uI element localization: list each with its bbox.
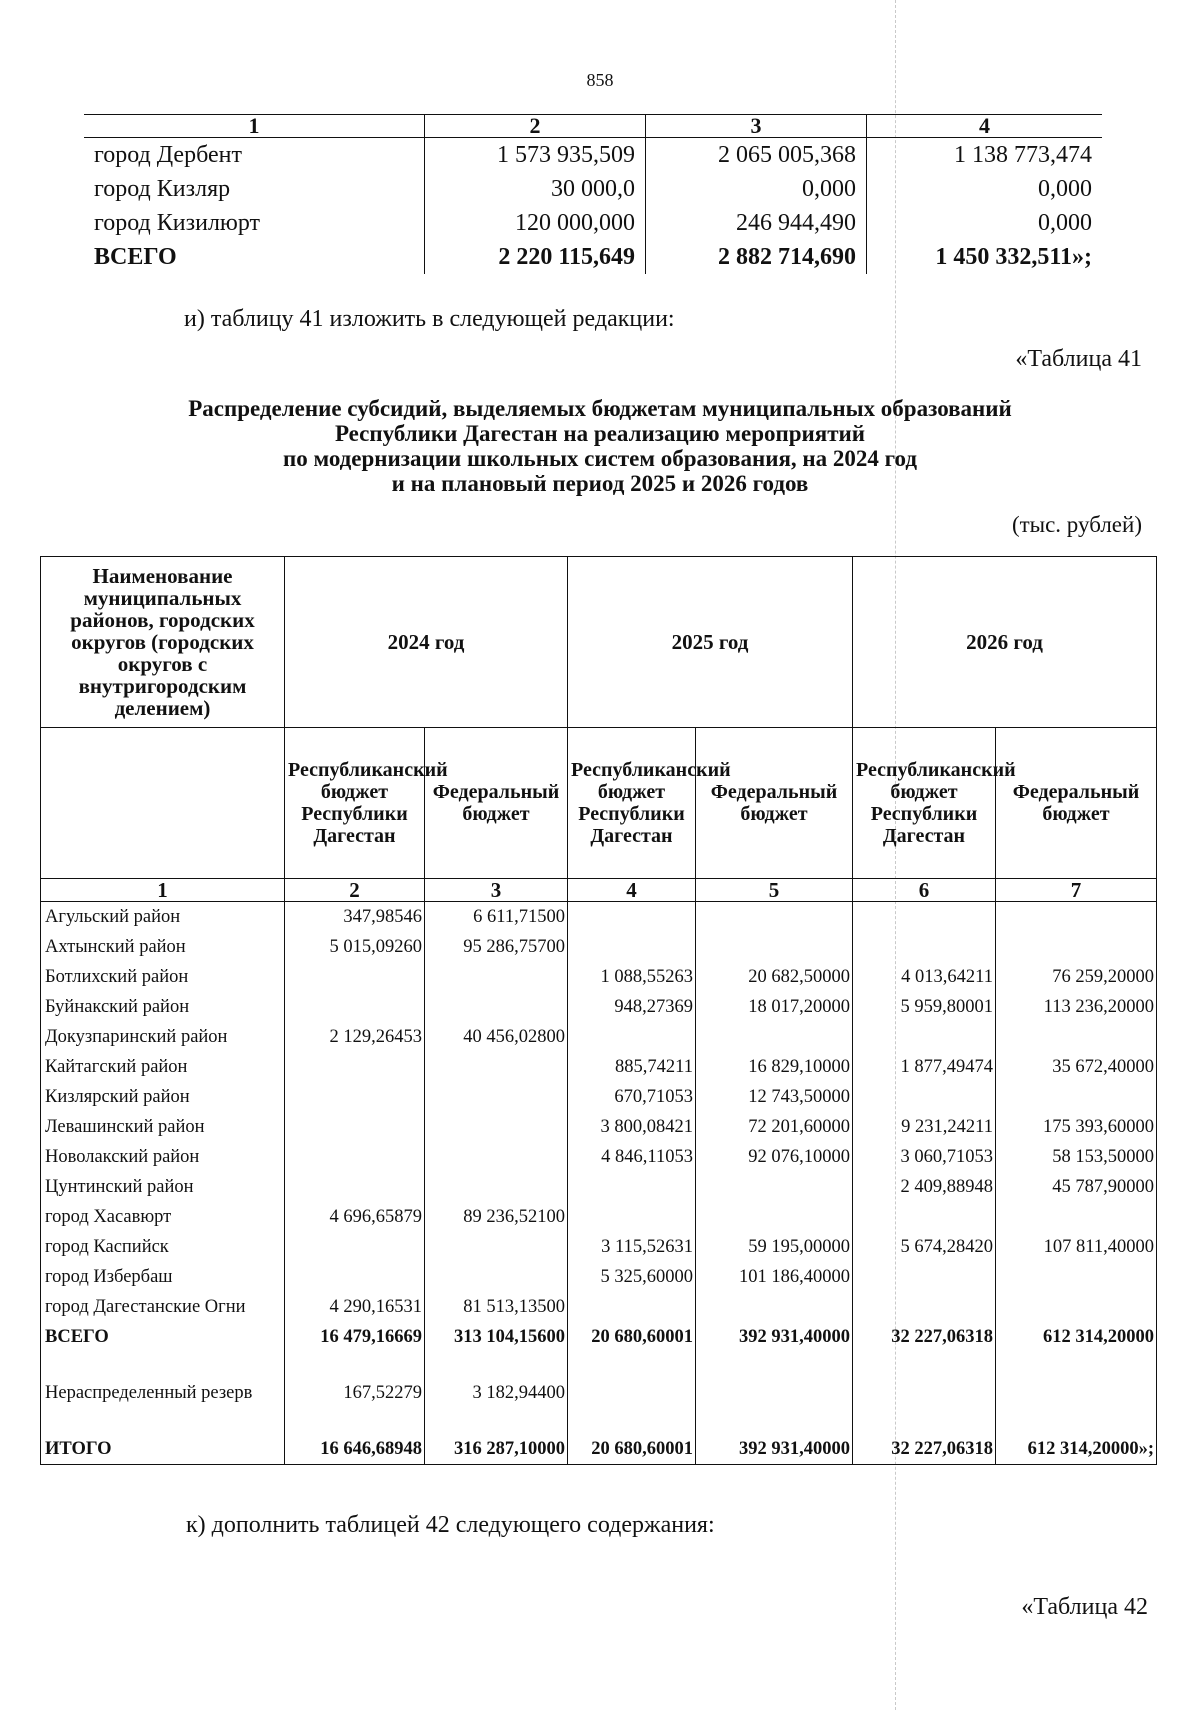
cell: 5 674,28420 <box>853 1232 996 1262</box>
table-row <box>41 1052 1157 1082</box>
table-row <box>41 992 1157 1022</box>
cell: 0,000 <box>1038 176 1092 202</box>
cell <box>853 1408 996 1434</box>
cell: 2 882 714,690 <box>646 240 867 274</box>
cell <box>996 1262 1157 1292</box>
paragraph-i: и) таблицу 41 изложить в следующей редакции: <box>184 306 675 332</box>
cell: 16 829,10000 <box>696 1052 853 1082</box>
cell <box>425 1408 568 1434</box>
table-row <box>84 206 1102 240</box>
cell <box>853 1082 996 1112</box>
cell <box>568 1352 696 1378</box>
units-label: (тыс. рублей) <box>1011 512 1142 537</box>
cell <box>285 1052 425 1082</box>
cell <box>996 932 1157 962</box>
col-number: 1 <box>41 879 285 902</box>
cell: 175 393,60000 <box>996 1112 1157 1142</box>
col-number: 4 <box>568 879 696 902</box>
table-header-row <box>84 115 1102 138</box>
cell <box>853 902 996 933</box>
row-name: Буйнакский район <box>41 992 285 1022</box>
year-header-2025: 2025 год <box>568 557 853 728</box>
cell <box>853 1352 996 1378</box>
cell: 1 573 935,509 <box>425 138 646 173</box>
cell: 0,000 <box>1038 210 1092 236</box>
row-name: город Хасавюрт <box>41 1202 285 1232</box>
cell <box>568 1292 696 1322</box>
cell: 95 286,75700 <box>425 932 568 962</box>
republic-budget-header: Республиканский бюджет Республики Дагестан <box>853 728 996 879</box>
cell: 5 959,80001 <box>853 992 996 1022</box>
table-row <box>41 1142 1157 1172</box>
cell <box>853 932 996 962</box>
cell: 30 000,0 <box>425 172 646 206</box>
row-name: Новолакский район <box>41 1142 285 1172</box>
table-body <box>41 902 1157 1465</box>
cell <box>568 902 696 933</box>
cell: 316 287,10000 <box>425 1434 568 1465</box>
republic-budget-header: Республиканский бюджет Республики Дагестан <box>568 728 696 879</box>
col-number: 2 <box>285 879 425 902</box>
cell: 20 680,60001 <box>568 1434 696 1465</box>
cell: 72 201,60000 <box>696 1112 853 1142</box>
cell: 59 195,00000 <box>696 1232 853 1262</box>
cell: 3 060,71053 <box>853 1142 996 1172</box>
cell: 2 409,88948 <box>853 1172 996 1202</box>
col-number: 6 <box>853 879 996 902</box>
cell: 1 450 332,511»; <box>935 244 1092 270</box>
cell <box>568 1408 696 1434</box>
cell: 392 931,40000 <box>696 1434 853 1465</box>
cell: 1 088,55263 <box>568 962 696 992</box>
cell: 2 065 005,368 <box>646 138 867 173</box>
empty-header-cell <box>41 728 285 879</box>
table-row <box>41 1172 1157 1202</box>
row-name: город Кизилюрт <box>84 206 425 240</box>
cell <box>996 1408 1157 1434</box>
row-name: Кайтагский район <box>41 1052 285 1082</box>
cell <box>568 1202 696 1232</box>
cell <box>425 1142 568 1172</box>
table-row <box>41 1082 1157 1112</box>
cell <box>696 1172 853 1202</box>
row-name: Цунтинский район <box>41 1172 285 1202</box>
table-row <box>41 1292 1157 1322</box>
title-line: Распределение субсидий, выделяемых бюджетам муниципальных образований <box>188 396 1012 421</box>
row-name: Докузпаринский район <box>41 1022 285 1052</box>
cell <box>996 1378 1157 1408</box>
table-row <box>84 138 1102 173</box>
row-name: город Дагестанские Огни <box>41 1292 285 1322</box>
cell <box>425 1232 568 1262</box>
cell <box>853 1202 996 1232</box>
col-number: 5 <box>696 879 853 902</box>
col-number: 7 <box>996 879 1157 902</box>
cell: 0,000 <box>646 172 867 206</box>
cell <box>696 902 853 933</box>
table-41-title <box>100 396 1100 496</box>
col-number: 3 <box>646 115 867 138</box>
cell: 92 076,10000 <box>696 1142 853 1172</box>
cell: 32 227,06318 <box>853 1434 996 1465</box>
cell <box>285 1112 425 1142</box>
cell: 948,27369 <box>568 992 696 1022</box>
cell: 4 696,65879 <box>285 1202 425 1232</box>
cell <box>285 1232 425 1262</box>
table-row <box>41 1112 1157 1142</box>
spacer-row <box>41 1408 1157 1434</box>
cell: 58 153,50000 <box>996 1142 1157 1172</box>
year-header-2024: 2024 год <box>285 557 568 728</box>
budget-header-row <box>41 728 1157 879</box>
cell <box>425 992 568 1022</box>
cell: 167,52279 <box>285 1378 425 1408</box>
cell <box>568 1378 696 1408</box>
cell: 313 104,15600 <box>425 1322 568 1352</box>
table-row <box>84 172 1102 206</box>
table-reserve-row <box>41 1378 1157 1408</box>
table-row <box>41 902 1157 933</box>
cell: 12 743,50000 <box>696 1082 853 1112</box>
cell: 3 800,08421 <box>568 1112 696 1142</box>
row-name <box>41 1352 285 1378</box>
cell <box>285 1262 425 1292</box>
column-number-row <box>41 879 1157 902</box>
table-41-caption: «Таблица 41 <box>1015 346 1142 372</box>
federal-budget-header: Федеральный бюджет <box>425 728 568 879</box>
cell: 113 236,20000 <box>996 992 1157 1022</box>
row-name: ВСЕГО <box>41 1322 285 1352</box>
cell: 2 220 115,649 <box>425 240 646 274</box>
cell: 16 479,16669 <box>285 1322 425 1352</box>
cell: 2 129,26453 <box>285 1022 425 1052</box>
title-line: Республики Дагестан на реализацию мероприятий <box>334 421 866 446</box>
cell: 3 182,94400 <box>425 1378 568 1408</box>
cell: 5 015,09260 <box>285 932 425 962</box>
cell: 4 290,16531 <box>285 1292 425 1322</box>
cell <box>425 1112 568 1142</box>
row-name: Левашинский район <box>41 1112 285 1142</box>
cell: 9 231,24211 <box>853 1112 996 1142</box>
year-header-2026: 2026 год <box>853 557 1157 728</box>
cell <box>285 1408 425 1434</box>
paragraph-k: к) дополнить таблицей 42 следующего содержания: <box>186 1512 715 1538</box>
table-row <box>41 932 1157 962</box>
row-name: Агульский район <box>41 902 285 933</box>
table-row <box>41 1022 1157 1052</box>
table-total-row <box>41 1322 1157 1352</box>
cell <box>285 962 425 992</box>
row-name: город Каспийск <box>41 1232 285 1262</box>
cell: 347,98546 <box>285 902 425 933</box>
row-name <box>41 1408 285 1434</box>
cell <box>996 902 1157 933</box>
cell <box>568 932 696 962</box>
table-total-row <box>84 240 1102 274</box>
cell <box>696 1352 853 1378</box>
title-line: по модернизации школьных систем образования, на 2024 год <box>282 446 918 471</box>
table-grand-total-row <box>41 1434 1157 1465</box>
row-name: Кизлярский район <box>41 1082 285 1112</box>
cell <box>696 1202 853 1232</box>
cell: 76 259,20000 <box>996 962 1157 992</box>
cell: 4 846,11053 <box>568 1142 696 1172</box>
cell: 45 787,90000 <box>996 1172 1157 1202</box>
cell <box>568 1172 696 1202</box>
cell: 885,74211 <box>568 1052 696 1082</box>
col-number: 2 <box>425 115 646 138</box>
cell: 670,71053 <box>568 1082 696 1112</box>
cell: 246 944,490 <box>646 206 867 240</box>
cell: 612 314,20000 <box>996 1322 1157 1352</box>
cell: 4 013,64211 <box>853 962 996 992</box>
spacer-row <box>41 1352 1157 1378</box>
cell: 89 236,52100 <box>425 1202 568 1232</box>
cell <box>696 932 853 962</box>
cell <box>285 1352 425 1378</box>
cell <box>853 1378 996 1408</box>
cell <box>425 1052 568 1082</box>
table-row <box>41 1232 1157 1262</box>
cell: 20 682,50000 <box>696 962 853 992</box>
cell: 81 513,13500 <box>425 1292 568 1322</box>
cell <box>853 1262 996 1292</box>
cell <box>996 1202 1157 1232</box>
cell: 107 811,40000 <box>996 1232 1157 1262</box>
year-header-row <box>41 557 1157 728</box>
row-name: ВСЕГО <box>84 240 425 274</box>
cell <box>425 1172 568 1202</box>
name-column-header: Наименование муниципальных районов, городских округов (городских округов с внутригородским делением) <box>41 557 285 728</box>
federal-budget-header: Федеральный бюджет <box>996 728 1157 879</box>
table-42-caption: «Таблица 42 <box>1021 1594 1148 1620</box>
col-number: 3 <box>425 879 568 902</box>
continuation-table <box>84 114 1102 274</box>
table-row <box>41 1202 1157 1232</box>
cell <box>696 1292 853 1322</box>
cell: 612 314,20000»; <box>996 1434 1157 1465</box>
cell <box>853 1292 996 1322</box>
cell <box>425 1262 568 1292</box>
page-number: 858 <box>586 70 614 90</box>
row-name: Ахтынский район <box>41 932 285 962</box>
cell <box>996 1022 1157 1052</box>
cell <box>853 1022 996 1052</box>
table-row <box>41 1262 1157 1292</box>
row-name: город Кизляр <box>84 172 425 206</box>
cell <box>696 1378 853 1408</box>
cell: 32 227,06318 <box>853 1322 996 1352</box>
cell <box>285 1172 425 1202</box>
cell: 3 115,52631 <box>568 1232 696 1262</box>
row-name: город Избербаш <box>41 1262 285 1292</box>
row-name: город Дербент <box>84 138 425 173</box>
cell: 5 325,60000 <box>568 1262 696 1292</box>
cell <box>425 1082 568 1112</box>
cell: 16 646,68948 <box>285 1434 425 1465</box>
table-row <box>41 962 1157 992</box>
cell: 1 877,49474 <box>853 1052 996 1082</box>
cell: 120 000,000 <box>425 206 646 240</box>
row-name: Нераспределенный резерв <box>41 1378 285 1408</box>
cell <box>696 1408 853 1434</box>
cell <box>696 1022 853 1052</box>
cell <box>425 962 568 992</box>
cell: 101 186,40000 <box>696 1262 853 1292</box>
cell <box>996 1082 1157 1112</box>
cell: 6 611,71500 <box>425 902 568 933</box>
col-number: 1 <box>84 115 425 138</box>
row-name: Ботлихский район <box>41 962 285 992</box>
cell <box>996 1292 1157 1322</box>
cell: 392 931,40000 <box>696 1322 853 1352</box>
cell <box>996 1352 1157 1378</box>
cell: 35 672,40000 <box>996 1052 1157 1082</box>
row-name: ИТОГО <box>41 1434 285 1465</box>
federal-budget-header: Федеральный бюджет <box>696 728 853 879</box>
republic-budget-header: Республиканский бюджет Республики Дагестан <box>285 728 425 879</box>
cell: 40 456,02800 <box>425 1022 568 1052</box>
cell <box>568 1022 696 1052</box>
cell: 18 017,20000 <box>696 992 853 1022</box>
cell <box>425 1352 568 1378</box>
cell: 20 680,60001 <box>568 1322 696 1352</box>
cell <box>285 1142 425 1172</box>
cell <box>285 1082 425 1112</box>
cell: 1 138 773,474 <box>954 142 1092 168</box>
cell <box>285 992 425 1022</box>
subsidy-distribution-table <box>40 556 1157 1465</box>
col-number: 4 <box>867 115 1103 138</box>
title-line: и на плановый период 2025 и 2026 годов <box>391 471 809 496</box>
